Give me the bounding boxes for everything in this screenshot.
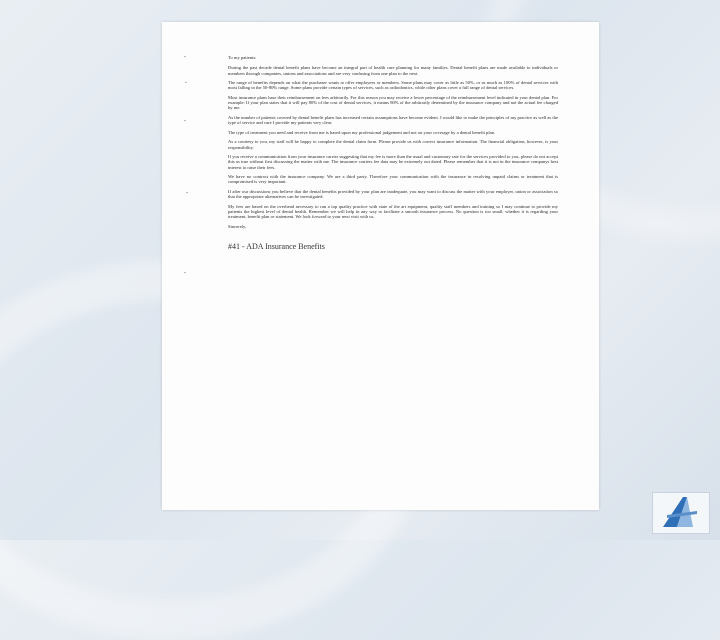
paragraph-4: As the number of patients covered by dental benefit plans has increased certain assumptions have become evident. I would like to make the principles of my practice as well as the type of service and care I provide my patients very clear. [228, 114, 558, 126]
paragraph-3: Most insurance plans base their reimbursement on fees arbitrarily. For this reason you may receive a lower percentage of the reimbursement level indicated in your dental plan. For example: If your plan states that it will pay 80% of the cost of dental services, it means 80% of the arbitrarily determined by the insurance company and not the actual fee charged by me. [228, 94, 558, 111]
document-footer-title: #41 - ADA Insurance Benefits [228, 242, 325, 251]
salutation: To my patients: [228, 55, 257, 60]
scan-specks [182, 42, 202, 342]
paragraph-10: My fees are based on the overhead necessary to run a top quality practice with state of the art equipment, quality staff members and training so I may continue to provide my patients the highest level of dental health. Remember we will help in any way to facilitate a smooth insurance process. No question is too small, whether it is regarding your treatment, benefit plan or statement. We look forward to your next visit with us. [228, 203, 558, 220]
paragraph-9: If after our discussions you believe that the dental benefits provided by your plan are inadequate, you may want to discuss the matter with your employer, union or association so that the appropriate alternatives can be investigated. [228, 188, 558, 200]
paragraph-5: The type of treatment you need and receive from me is based upon my professional judgement and not on your coverage by a dental benefit plan. [228, 129, 496, 135]
paragraph-6: As a courtesy to you, my staff will be happy to complete the dental claim form. Please provide us with correct insurance information. The financial obligation, however, is your responsibility. [228, 139, 558, 150]
stylized-a-logo-icon [653, 493, 709, 533]
paragraph-1: During the past decade dental benefit plans have become an integral part of health care planning for many families. Dental benefit plans are made available to individuals or members through companies, unions and associations and are very confusing from one plan to the next. [228, 65, 558, 76]
document-page [162, 22, 599, 510]
paragraph-2: The range of benefits depends on what the purchaser wants to offer employees or members. Some plans may cover as little as 50%, or as much as 100% of dental services with most falling in the 50-80% range. Some plans provide certain types of services, such as orthodontics, while other plans cover a full range of dental services. [228, 80, 558, 91]
brand-logo [652, 492, 710, 534]
paragraph-8: We have no contract with the insurance company. We are a third party. Therefore your communication with the insurance in resolving unpaid claims or treatment that is compromised is very important. [228, 174, 558, 185]
closing: Sincerely, [228, 223, 247, 229]
letter-content [228, 55, 558, 251]
paragraph-7: If you receive a communication from your insurance carrier suggesting that my fee is more than the usual and customary rate for the services provided to you, please do not accept this as true without first discussing the matter with me. The insurance carriers fee data may be extremely out dated. Please remember that it is not in the insurance companys best interest to raise their fees. [228, 153, 558, 170]
